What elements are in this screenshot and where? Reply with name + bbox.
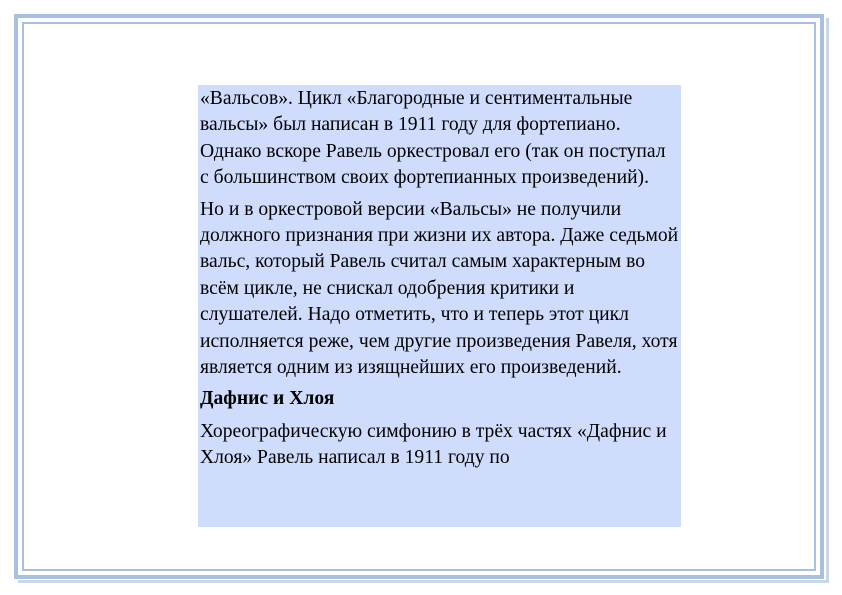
frame-shadow [18, 580, 829, 583]
section-heading: Дафнис и Хлоя [200, 388, 335, 410]
paragraph: Хореографическую симфонию в трёх частях «Дафнис и Хлоя» Равель написал в 1911 году по [200, 420, 667, 469]
paragraph: Но и в оркестровой версии «Вальсы» не получили должного признания при жизни их автора. Даже седьмой вальс, который Равель считал самым характерным во всём цикле, не снискал одобрения критики и слушателей. Надо отметить, что и теперь этот цикл исполняется реже, чем другие произведения Равеля, хотя является одним из изящнейших его произведений. [200, 198, 679, 379]
paragraph: «Вальсов». Цикл «Благородные и сентиментальные вальсы» был написан в 1911 году для фортепиано. Однако вскоре Равель оркестровал его (так он поступал с большинством своих фортепианных произведений). [200, 88, 666, 189]
text-block [198, 85, 681, 527]
frame-shadow [826, 18, 829, 581]
